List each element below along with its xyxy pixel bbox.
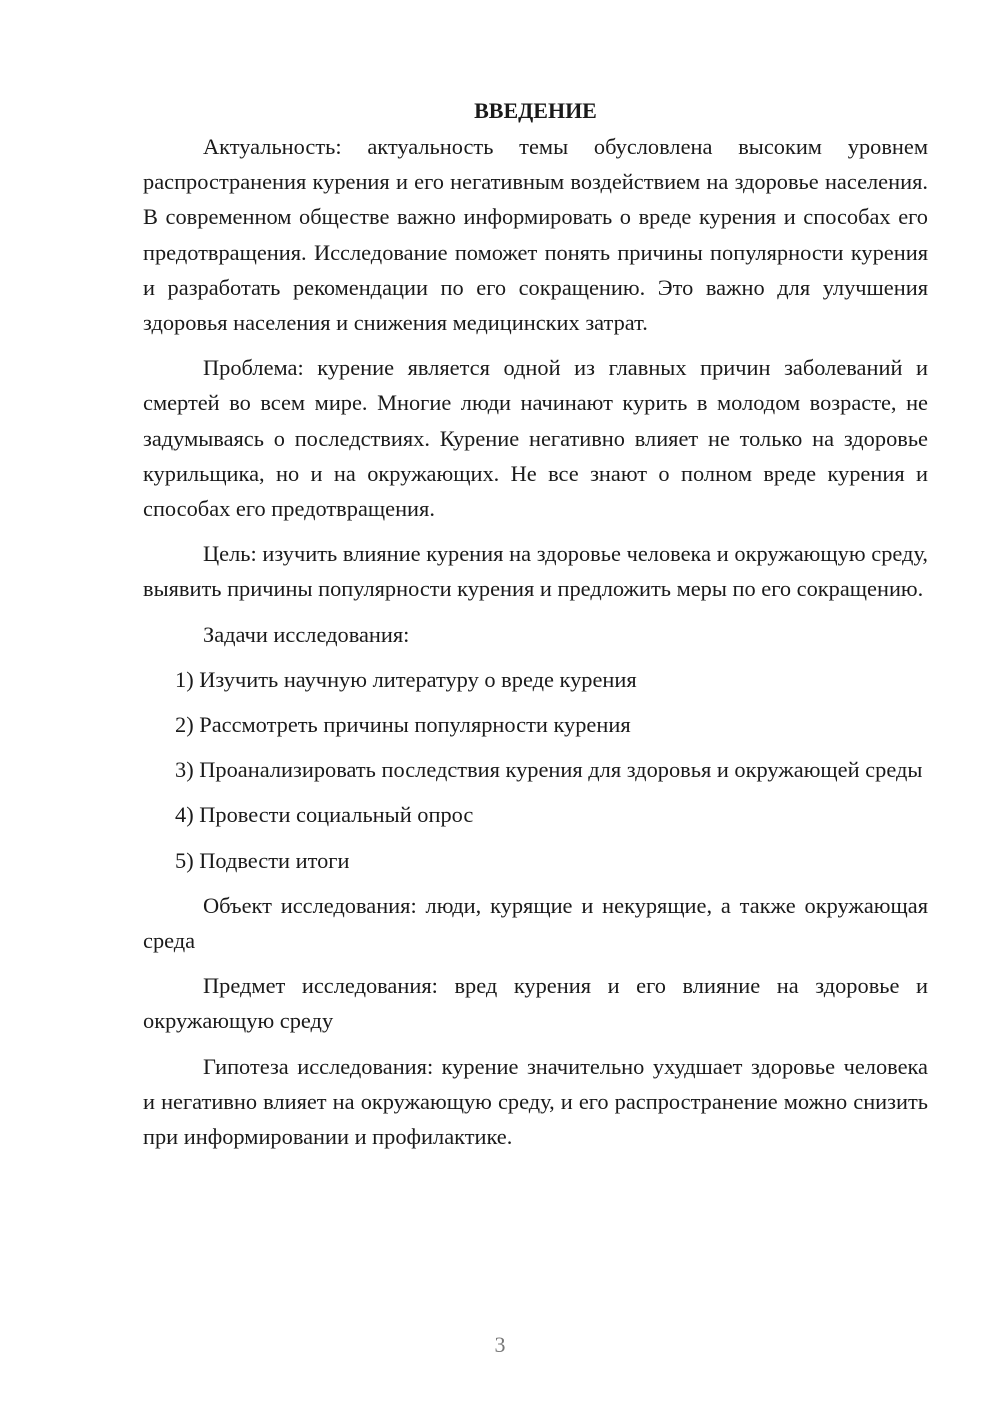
paragraph-object: Объект исследования: люди, курящие и некурящие, а также окружающая среда	[143, 892, 928, 954]
page-title: ВВЕДЕНИЕ	[474, 98, 597, 123]
page-number: 3	[494, 1332, 506, 1357]
list-item: 2) Рассмотреть причины популярности курения	[175, 712, 631, 738]
paragraph-relevance: Актуальность: актуальность темы обусловлена высоким уровнем распространения курения и его негативным воздействием на здоровье населения. В современном обществе важно информировать о вреде курения и способах его предотвращения. Исследование поможет понять причины популярности курения и разработать рекомендации по его сокращению. Это важно для улучшения здоровья населения и снижения медицинских затрат.	[143, 134, 928, 336]
paragraph-hypothesis: Гипотеза исследования: курение значительно ухудшает здоровье человека и негативно влияет на окружающую среду, и его распространение можно снизить при информировании и профилактике.	[143, 1053, 928, 1150]
paragraph-subject: Предмет исследования: вред курения и его влияние на здоровье и окружающую среду	[143, 973, 928, 1034]
page-content	[143, 93, 928, 1164]
tasks-heading: Задачи исследования:	[203, 621, 410, 647]
tasks-list	[143, 662, 928, 878]
list-item: 4) Провести социальный опрос	[175, 802, 474, 828]
paragraph-goal: Цель: изучить влияние курения на здоровье человека и окружающую среду, выявить причины популярности курения и предложить меры по его сокращению.	[143, 541, 928, 602]
paragraph-problem: Проблема: курение является одной из главных причин заболеваний и смертей во всем мире. Многие люди начинают курить в молодом возрасте, не задумываясь о последствиях. Курение негативно влияет не только на здоровье курильщика, но и на окружающих. Не все знают о полном вреде курения и способах его предотвращения.	[143, 355, 928, 522]
list-item: 1) Изучить научную литературу о вреде курения	[175, 666, 637, 692]
list-item: 3) Проанализировать последствия курения для здоровья и окружающей среды	[175, 757, 923, 783]
list-item: 5) Подвести итоги	[175, 847, 350, 873]
